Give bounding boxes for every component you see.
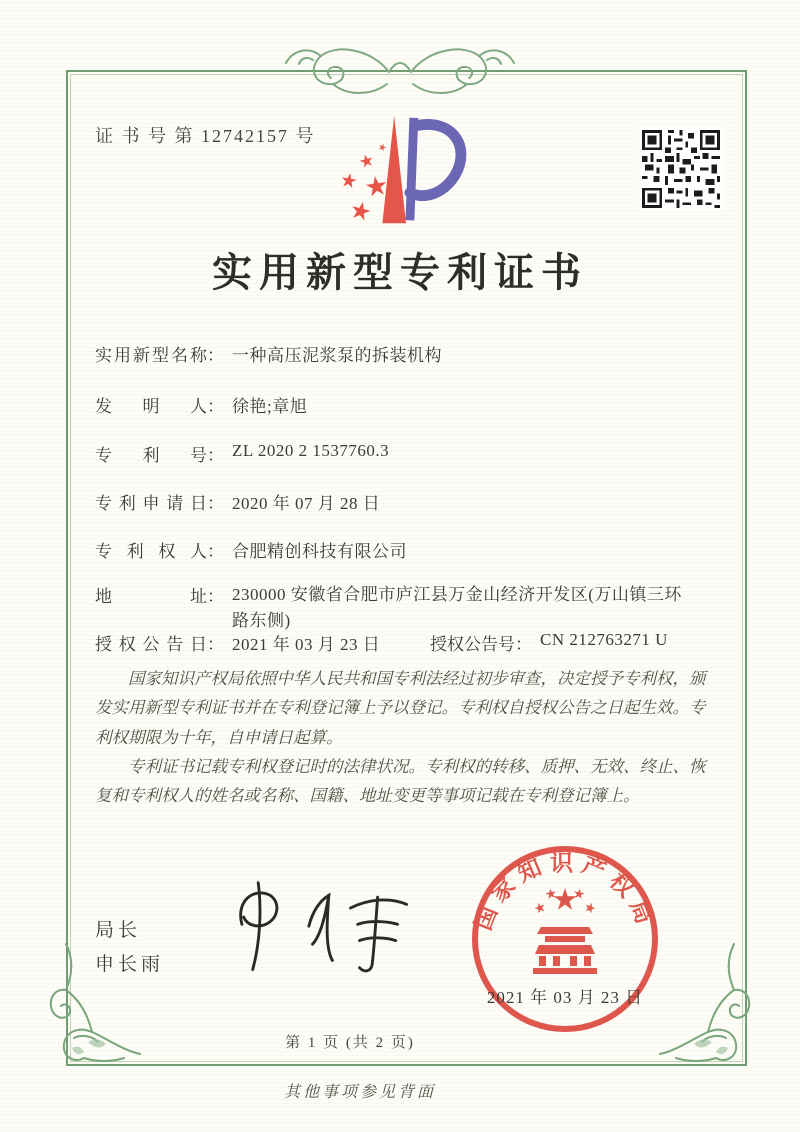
national-emblem — [533, 888, 597, 974]
field-patentee — [95, 537, 407, 562]
bottom-right-flourish — [656, 942, 752, 1074]
field-label: 专利权人 — [95, 542, 207, 561]
colon: ： — [207, 635, 224, 654]
certificate-number: 证 书 号 第 12742157 号 — [95, 126, 316, 146]
colon: ： — [207, 587, 224, 606]
back-note: 其他事项参见背面 — [283, 1084, 436, 1101]
field-value: 一种高压泥浆泵的拆装机构 — [232, 346, 442, 365]
grant-number-pair — [430, 630, 668, 655]
field-patent-number — [95, 441, 389, 466]
colon: ： — [515, 635, 532, 654]
commissioner-name: 申长雨 — [95, 954, 165, 975]
seal-ring-text: 国家知识产权局 — [470, 850, 660, 934]
colon: ： — [207, 542, 224, 561]
grant-date-value: 2021 年 03 月 23 日 — [232, 635, 381, 654]
legal-paragraph-2: 专利证书记载专利权登记时的法律状况。专利权的转移、质押、无效、终止、恢复和专利权人的姓名或名称、国籍、地址变更等事项记载在专利登记簿上。 — [95, 757, 706, 806]
qr-code — [639, 127, 723, 211]
legal-text — [95, 664, 707, 811]
official-seal — [465, 842, 665, 1042]
grant-row — [95, 630, 668, 655]
colon: ： — [207, 346, 224, 365]
field-label: 地址 — [95, 587, 207, 606]
colon: ： — [207, 494, 224, 513]
grant-number-label: 授权公告号 — [430, 635, 515, 654]
field-value: 徐艳;章旭 — [232, 397, 308, 416]
grant-number-value: CN 212763271 U — [540, 630, 668, 649]
field-value: 230000 安徽省合肥市庐江县万金山经济开发区(万山镇三环路东侧) — [232, 585, 682, 631]
seal-date: 2021 年 03 月 23 日 — [486, 988, 644, 1007]
grant-date-label: 授权公告日 — [95, 635, 207, 654]
field-label: 专利号 — [95, 446, 207, 465]
colon: ： — [207, 397, 224, 416]
colon: ： — [207, 446, 224, 465]
cnipa-logo — [330, 110, 480, 238]
field-filing-date — [95, 489, 380, 514]
commissioner-signature — [222, 872, 412, 982]
field-label: 专利申请日 — [95, 494, 207, 513]
top-ornament — [283, 38, 517, 102]
field-address — [95, 582, 684, 635]
legal-paragraph-1: 国家知识产权局依照中华人民共和国专利法经过初步审查，决定授予专利权，颁发实用新型专利证书并在专利登记簿上予以登记。专利权自授权公告之日起生效。专利权期限为十年，自申请日起算。 — [95, 669, 706, 747]
field-value: ZL 2020 2 1537760.3 — [232, 441, 390, 460]
commissioner-title: 局长 — [95, 920, 142, 941]
field-value: 2020 年 07 月 28 日 — [232, 494, 381, 513]
field-utility-name — [95, 341, 442, 366]
certificate-title: 实用新型专利证书 — [212, 250, 588, 295]
page-number: 第 1 页 (共 2 页) — [285, 1035, 415, 1051]
field-inventor — [95, 392, 307, 417]
field-label: 发明人 — [95, 397, 207, 416]
field-value: 合肥精创科技有限公司 — [232, 542, 407, 561]
field-label: 实用新型名称 — [95, 346, 207, 365]
